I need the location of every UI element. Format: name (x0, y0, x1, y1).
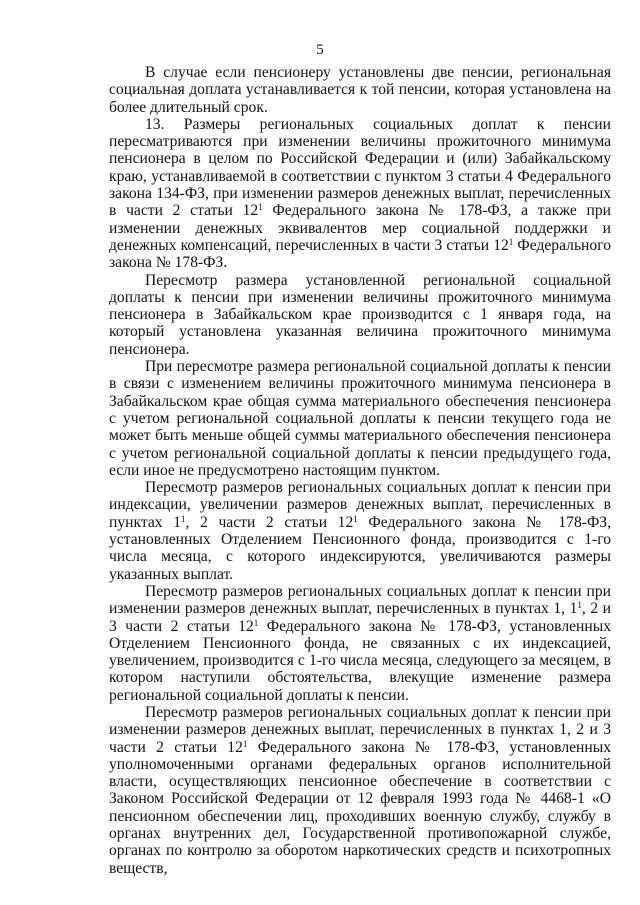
paragraph-text: Пересмотр размеров региональных социальных доплат к пенсии при изменении размеров денежных выплат, перечисленных в пунктах 1, 2 и 3 части 2 статьи 12 (109, 703, 611, 756)
paragraph (109, 272, 611, 358)
paragraph (109, 64, 611, 116)
document-body (109, 64, 611, 877)
superscript-index: 1 (258, 202, 263, 213)
paragraph-text: В случае если пенсионеру установлены две пенсии, региональная социальная доплата устанавливается к той пенсии, которая установлена на более длительный срок. (109, 64, 611, 116)
paragraph-text: При пересмотре размера региональной социальной доплаты к пенсии в связи с изменением величины прожиточного минимума пенсионера в Забайкальском крае общая сумма материального обеспечения пенсионера с учетом региональной социальной доплаты к пенсии текущего года не может быть меньше общей суммы материального обеспечения пенсионера с учетом региональной социальной доплаты к пенсии предыдущего года, если иное не предусмотрено настоящим пунктом. (109, 358, 611, 479)
paragraph-text: Федерального закона № 178-ФЗ, установленных Отделением Пенсионного фонда, производится с 1-го числа месяца, с которого индексируются, увеличиваются размеры указанных выплат. (109, 513, 612, 583)
superscript-index: 1 (242, 738, 248, 749)
paragraph-text: Пересмотр размеров региональных социальных доплат к пенсии при изменении размеров денежных выплат, перечисленных в пунктах 1, 1 (109, 582, 611, 618)
paragraph (109, 358, 611, 479)
paragraph-text: Федерального закона № 178-ФЗ, установленных уполномоченными органами федеральных органов исполнительной власти, осуществляющих пенсионное обеспечение в соответствии с Законом Российской Федерации от 12 февраля 1993 года № 4468-1 «О пенсионном обеспечении лиц, проходивших военную службу, службу в органах внутренних дел, Государственной противопожарной службе, органах по контролю за оборотом наркотических средств и психотропных веществ, (109, 738, 612, 877)
paragraph-text: , 2 и 3 части 2 статьи 12 (109, 600, 611, 635)
paragraph-text: Пересмотр размера установленной региональной социальной доплаты к пенсии при изменении величины прожиточного минимума пенсионера в Забайкальском крае производится с 1 января года, на который установлена указанная величина прожиточного минимума пенсионера. (109, 271, 611, 358)
superscript-index: 1 (253, 617, 259, 628)
paragraph-text: , 2 части 2 статьи 12 (185, 513, 354, 531)
superscript-index: 1 (577, 600, 582, 611)
superscript-index: 1 (508, 236, 514, 247)
superscript-index: 1 (353, 513, 358, 524)
superscript-index: 1 (181, 513, 186, 524)
paragraph (109, 704, 611, 877)
paragraph-text: Федерального закона № 178-ФЗ. (109, 236, 612, 272)
paragraph-text: Федерального закона № 178-ФЗ, а также при изменении денежных эквивалентов мер социальной поддержки и денежных компенсаций, перечисленных в части 3 статьи 12 (109, 202, 611, 254)
paragraph (109, 116, 611, 272)
paragraph-text: 13. Размеры региональных социальных доплат к пенсии пересматриваются при изменении величины прожиточного минимума пенсионера в целом по Российской Федерации и (или) Забайкальскому краю, устанавливаемой в соответствии с пунктом 3 статьи 4 Федерального закона 134-ФЗ, при изменении размеров денежных выплат, перечисленных в части 2 статьи 12 (109, 115, 611, 220)
paragraph-text: Федерального закона № 178-ФЗ, установленных Отделением Пенсионного фонда, не связанных с их индексацией, увеличением, производится с 1-го числа месяца, следующего за месяцем, в котором наступили обстоятельства, влекущие изменение размера региональной социальной доплаты к пенсии. (109, 617, 612, 704)
paragraph (109, 583, 611, 704)
paragraph (109, 479, 611, 583)
page-number: 5 (316, 42, 324, 58)
paragraph-text: Пересмотр размеров региональных социальных доплат к пенсии при индексации, увеличении размеров денежных выплат, перечисленных в пунктах 1 (109, 479, 611, 531)
